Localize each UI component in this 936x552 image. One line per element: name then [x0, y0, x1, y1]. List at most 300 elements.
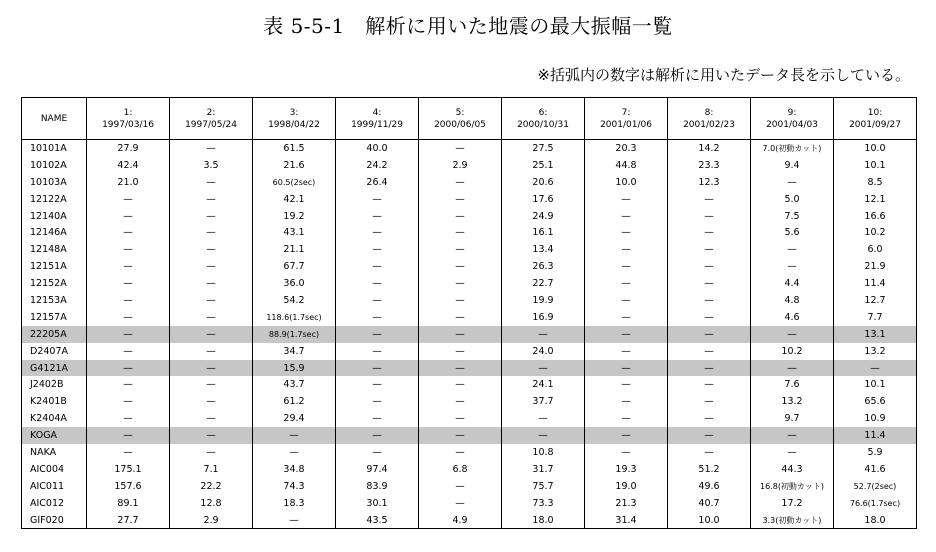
event-number: 2: [206, 107, 216, 118]
amplitude-cell: 26.4 [336, 174, 419, 191]
amplitude-cell: 14.2 [668, 140, 751, 157]
amplitude-cell: — [668, 376, 751, 393]
station-name: AIC012 [22, 495, 87, 512]
amplitude-cell: 49.6 [668, 478, 751, 495]
amplitude-cell: 24.9 [502, 208, 585, 225]
amplitude-cell: — [668, 410, 751, 427]
amplitude-cell: — [87, 208, 170, 225]
amplitude-cell: — [751, 427, 834, 444]
amplitude-cell: — [751, 174, 834, 191]
amplitude-cell: 19.2 [253, 208, 336, 225]
station-name: 12152A [22, 275, 87, 292]
amplitude-cell: — [87, 410, 170, 427]
station-name: AIC004 [22, 461, 87, 478]
amplitude-cell: 17.6 [502, 191, 585, 208]
amplitude-cell: — [336, 292, 419, 309]
amplitude-cell: 18.0 [502, 512, 585, 529]
amplitude-cell: — [170, 224, 253, 241]
event-date: 1999/11/29 [351, 119, 403, 130]
column-header-event-1 [87, 98, 170, 140]
amplitude-cell: 10.1 [834, 157, 917, 174]
amplitude-cell: 10.0 [668, 512, 751, 529]
column-header-name: NAME [22, 98, 87, 140]
amplitude-cell: — [585, 191, 668, 208]
station-name: G4121A [22, 360, 87, 377]
column-header-event-3 [253, 98, 336, 140]
amplitude-cell: — [585, 309, 668, 326]
amplitude-cell: — [170, 191, 253, 208]
amplitude-cell: — [668, 393, 751, 410]
amplitude-cell: — [419, 258, 502, 275]
amplitude-cell: — [336, 376, 419, 393]
footnote: ※括弧内の数字は解析に用いたデータ長を示している。 [537, 66, 910, 84]
amplitude-table [21, 97, 917, 529]
amplitude-cell: 76.6(1.7sec) [834, 495, 917, 512]
amplitude-cell: 12.7 [834, 292, 917, 309]
event-number: 1: [123, 107, 133, 118]
amplitude-cell: 36.0 [253, 275, 336, 292]
amplitude-cell: — [419, 376, 502, 393]
amplitude-cell: — [170, 360, 253, 377]
station-name: D2407A [22, 343, 87, 360]
amplitude-cell: 3.3(初動カット) [751, 512, 834, 529]
amplitude-cell: 8.5 [834, 174, 917, 191]
amplitude-cell: 61.5 [253, 140, 336, 157]
amplitude-cell: 61.2 [253, 393, 336, 410]
amplitude-cell: 7.5 [751, 208, 834, 225]
station-name: 12122A [22, 191, 87, 208]
amplitude-cell: — [834, 360, 917, 377]
amplitude-cell: — [585, 393, 668, 410]
amplitude-cell: — [668, 224, 751, 241]
table-row [22, 326, 917, 343]
station-name: 12148A [22, 241, 87, 258]
column-header-event-8 [668, 98, 751, 140]
amplitude-cell: — [419, 224, 502, 241]
amplitude-cell: — [170, 241, 253, 258]
amplitude-cell: 20.3 [585, 140, 668, 157]
amplitude-cell: 4.4 [751, 275, 834, 292]
amplitude-cell: — [336, 343, 419, 360]
amplitude-cell: 44.3 [751, 461, 834, 478]
amplitude-cell: 31.4 [585, 512, 668, 529]
amplitude-cell: 67.7 [253, 258, 336, 275]
event-date: 2001/01/06 [600, 119, 652, 130]
amplitude-cell: — [419, 360, 502, 377]
column-header-event-4 [336, 98, 419, 140]
amplitude-cell: 23.3 [668, 157, 751, 174]
amplitude-cell: — [170, 444, 253, 461]
amplitude-cell: 13.2 [834, 343, 917, 360]
table-row [22, 292, 917, 309]
amplitude-cell: — [336, 360, 419, 377]
event-number: 10: [867, 107, 883, 118]
amplitude-cell: — [87, 224, 170, 241]
amplitude-cell: 7.7 [834, 309, 917, 326]
amplitude-cell: — [336, 309, 419, 326]
amplitude-cell: 15.9 [253, 360, 336, 377]
station-name: KOGA [22, 427, 87, 444]
amplitude-cell: 13.4 [502, 241, 585, 258]
amplitude-cell: 10.1 [834, 376, 917, 393]
column-header-event-5 [419, 98, 502, 140]
amplitude-cell: — [87, 292, 170, 309]
amplitude-cell: 10.0 [834, 140, 917, 157]
column-header-event-10 [834, 98, 917, 140]
amplitude-cell: — [668, 427, 751, 444]
table-row [22, 174, 917, 191]
amplitude-cell: — [419, 140, 502, 157]
amplitude-cell: 5.6 [751, 224, 834, 241]
amplitude-cell: — [170, 427, 253, 444]
amplitude-cell: 16.9 [502, 309, 585, 326]
amplitude-cell: — [751, 326, 834, 343]
amplitude-cell: — [336, 208, 419, 225]
amplitude-cell: — [419, 309, 502, 326]
amplitude-cell: — [170, 393, 253, 410]
amplitude-cell: 10.2 [834, 224, 917, 241]
amplitude-cell: — [87, 191, 170, 208]
amplitude-cell: 60.5(2sec) [253, 174, 336, 191]
amplitude-cell: 30.1 [336, 495, 419, 512]
amplitude-cell: — [87, 343, 170, 360]
amplitude-cell: — [419, 478, 502, 495]
amplitude-cell: 5.9 [834, 444, 917, 461]
table-row [22, 444, 917, 461]
amplitude-cell: — [336, 191, 419, 208]
amplitude-cell: — [170, 140, 253, 157]
amplitude-cell: 27.7 [87, 512, 170, 529]
amplitude-cell: — [170, 292, 253, 309]
amplitude-cell: — [668, 343, 751, 360]
amplitude-cell: — [668, 275, 751, 292]
event-date: 1997/03/16 [102, 119, 154, 130]
station-name: 12151A [22, 258, 87, 275]
station-name: GIF020 [22, 512, 87, 529]
column-header-event-2 [170, 98, 253, 140]
header-row [22, 98, 917, 140]
amplitude-cell: 4.9 [419, 512, 502, 529]
event-date: 2001/02/23 [683, 119, 735, 130]
event-number: 5: [455, 107, 465, 118]
station-name: 10101A [22, 140, 87, 157]
station-name: 12157A [22, 309, 87, 326]
amplitude-cell: — [419, 495, 502, 512]
event-number: 8: [704, 107, 714, 118]
amplitude-cell: — [87, 275, 170, 292]
amplitude-cell: — [502, 360, 585, 377]
event-date: 1997/05/24 [185, 119, 237, 130]
amplitude-cell: 21.0 [87, 174, 170, 191]
station-name: 22205A [22, 326, 87, 343]
amplitude-cell: — [668, 258, 751, 275]
table-row [22, 478, 917, 495]
table-row [22, 376, 917, 393]
amplitude-cell: 18.0 [834, 512, 917, 529]
column-header-event-9 [751, 98, 834, 140]
table-row [22, 427, 917, 444]
station-name: AIC011 [22, 478, 87, 495]
table-row [22, 241, 917, 258]
amplitude-cell: 40.7 [668, 495, 751, 512]
amplitude-cell: — [419, 343, 502, 360]
amplitude-cell: — [751, 258, 834, 275]
amplitude-cell: — [668, 444, 751, 461]
station-name: J2402B [22, 376, 87, 393]
amplitude-cell: — [253, 444, 336, 461]
amplitude-cell: 19.0 [585, 478, 668, 495]
amplitude-cell: — [419, 427, 502, 444]
amplitude-cell: — [253, 427, 336, 444]
amplitude-cell: — [585, 208, 668, 225]
table-row [22, 140, 917, 157]
table-row [22, 512, 917, 529]
station-name: 12153A [22, 292, 87, 309]
station-name: 12140A [22, 208, 87, 225]
amplitude-cell: 29.4 [253, 410, 336, 427]
amplitude-cell: 9.7 [751, 410, 834, 427]
amplitude-cell: — [419, 444, 502, 461]
amplitude-cell: 7.0(初動カット) [751, 140, 834, 157]
amplitude-cell: 42.1 [253, 191, 336, 208]
amplitude-cell: 74.3 [253, 478, 336, 495]
amplitude-cell: 11.4 [834, 427, 917, 444]
amplitude-cell: 10.8 [502, 444, 585, 461]
amplitude-cell: 5.0 [751, 191, 834, 208]
amplitude-cell: — [170, 275, 253, 292]
amplitude-cell: 54.2 [253, 292, 336, 309]
amplitude-cell: — [668, 326, 751, 343]
amplitude-cell: 21.9 [834, 258, 917, 275]
amplitude-cell: 9.4 [751, 157, 834, 174]
amplitude-cell: — [585, 241, 668, 258]
amplitude-cell: 11.4 [834, 275, 917, 292]
station-name: 12146A [22, 224, 87, 241]
amplitude-cell: 7.1 [170, 461, 253, 478]
amplitude-cell: 83.9 [336, 478, 419, 495]
amplitude-cell: 88.9(1.7sec) [253, 326, 336, 343]
station-name: NAKA [22, 444, 87, 461]
amplitude-cell: 26.3 [502, 258, 585, 275]
amplitude-cell: — [87, 241, 170, 258]
amplitude-cell: 10.0 [585, 174, 668, 191]
event-number: 9: [787, 107, 797, 118]
amplitude-cell: 21.6 [253, 157, 336, 174]
event-date: 2000/06/05 [434, 119, 486, 130]
amplitude-cell: 19.3 [585, 461, 668, 478]
amplitude-cell: 75.7 [502, 478, 585, 495]
table-row [22, 393, 917, 410]
amplitude-cell: — [585, 275, 668, 292]
amplitude-cell: — [585, 444, 668, 461]
amplitude-cell: — [668, 309, 751, 326]
amplitude-cell: — [419, 275, 502, 292]
table-row [22, 191, 917, 208]
amplitude-cell: — [87, 360, 170, 377]
amplitude-cell: — [502, 410, 585, 427]
amplitude-cell: 37.7 [502, 393, 585, 410]
amplitude-cell: — [585, 224, 668, 241]
column-header-event-6 [502, 98, 585, 140]
table-title: 表 5-5-1 解析に用いた地震の最大振幅一覧 [263, 14, 673, 38]
table-row [22, 495, 917, 512]
table-row [22, 224, 917, 241]
amplitude-cell: 89.1 [87, 495, 170, 512]
amplitude-cell: — [502, 427, 585, 444]
amplitude-cell: — [336, 275, 419, 292]
amplitude-cell: — [170, 309, 253, 326]
amplitude-cell: — [751, 444, 834, 461]
amplitude-cell: — [336, 258, 419, 275]
amplitude-cell: — [585, 376, 668, 393]
amplitude-cell: — [419, 174, 502, 191]
amplitude-cell: 97.4 [336, 461, 419, 478]
amplitude-cell: 12.1 [834, 191, 917, 208]
amplitude-cell: — [336, 241, 419, 258]
amplitude-cell: — [585, 427, 668, 444]
amplitude-cell: — [87, 393, 170, 410]
station-name: K2404A [22, 410, 87, 427]
amplitude-cell: 12.3 [668, 174, 751, 191]
amplitude-cell: 16.1 [502, 224, 585, 241]
amplitude-cell: 24.0 [502, 343, 585, 360]
amplitude-cell: 21.1 [253, 241, 336, 258]
amplitude-cell: 42.4 [87, 157, 170, 174]
amplitude-cell: 17.2 [751, 495, 834, 512]
amplitude-cell: 34.7 [253, 343, 336, 360]
amplitude-cell: — [87, 427, 170, 444]
amplitude-cell: 2.9 [419, 157, 502, 174]
amplitude-cell: 40.0 [336, 140, 419, 157]
amplitude-cell: — [419, 191, 502, 208]
amplitude-cell: 43.1 [253, 224, 336, 241]
amplitude-cell: — [336, 326, 419, 343]
amplitude-cell: 10.2 [751, 343, 834, 360]
amplitude-cell: 43.7 [253, 376, 336, 393]
amplitude-cell: — [585, 258, 668, 275]
amplitude-cell: 16.6 [834, 208, 917, 225]
amplitude-cell: — [419, 208, 502, 225]
amplitude-cell: 6.8 [419, 461, 502, 478]
amplitude-cell: — [336, 410, 419, 427]
amplitude-cell: — [170, 376, 253, 393]
amplitude-cell: — [419, 410, 502, 427]
amplitude-cell: — [668, 208, 751, 225]
amplitude-cell: — [585, 410, 668, 427]
amplitude-cell: — [87, 444, 170, 461]
amplitude-cell: — [87, 376, 170, 393]
amplitude-cell: — [253, 512, 336, 529]
amplitude-cell: 34.8 [253, 461, 336, 478]
amplitude-cell: 2.9 [170, 512, 253, 529]
amplitude-cell: 4.8 [751, 292, 834, 309]
event-date: 2001/09/27 [849, 119, 901, 130]
amplitude-cell: — [170, 326, 253, 343]
amplitude-cell: 51.2 [668, 461, 751, 478]
table-row [22, 410, 917, 427]
amplitude-cell: 27.9 [87, 140, 170, 157]
amplitude-cell: 13.1 [834, 326, 917, 343]
amplitude-cell: 22.2 [170, 478, 253, 495]
table-row [22, 208, 917, 225]
amplitude-cell: 25.1 [502, 157, 585, 174]
amplitude-cell: 6.0 [834, 241, 917, 258]
amplitude-cell: — [419, 326, 502, 343]
event-number: 7: [621, 107, 631, 118]
amplitude-cell: — [585, 326, 668, 343]
table-row [22, 258, 917, 275]
amplitude-cell: — [668, 191, 751, 208]
table-row [22, 343, 917, 360]
amplitude-cell: 22.7 [502, 275, 585, 292]
amplitude-cell: 73.3 [502, 495, 585, 512]
amplitude-cell: — [668, 292, 751, 309]
amplitude-cell: — [87, 258, 170, 275]
amplitude-cell: 41.6 [834, 461, 917, 478]
station-name: K2401B [22, 393, 87, 410]
station-name: 10103A [22, 174, 87, 191]
amplitude-cell: — [419, 292, 502, 309]
event-number: 6: [538, 107, 548, 118]
event-number: 4: [372, 107, 382, 118]
amplitude-cell: 20.6 [502, 174, 585, 191]
amplitude-cell: 31.7 [502, 461, 585, 478]
amplitude-cell: 12.8 [170, 495, 253, 512]
amplitude-cell: 24.2 [336, 157, 419, 174]
amplitude-cell: 3.5 [170, 157, 253, 174]
amplitude-cell: 27.5 [502, 140, 585, 157]
event-date: 2000/10/31 [517, 119, 569, 130]
amplitude-cell: 118.6(1.7sec) [253, 309, 336, 326]
event-number: 3: [289, 107, 299, 118]
amplitude-cell: 18.3 [253, 495, 336, 512]
amplitude-cell: 65.6 [834, 393, 917, 410]
amplitude-cell: 4.6 [751, 309, 834, 326]
amplitude-cell: — [336, 444, 419, 461]
amplitude-cell: 16.8(初動カット) [751, 478, 834, 495]
amplitude-cell: — [419, 393, 502, 410]
station-name: 10102A [22, 157, 87, 174]
amplitude-cell: — [585, 360, 668, 377]
amplitude-cell: 43.5 [336, 512, 419, 529]
table-row [22, 360, 917, 377]
amplitude-cell: — [170, 258, 253, 275]
amplitude-cell: 24.1 [502, 376, 585, 393]
amplitude-cell: — [668, 241, 751, 258]
amplitude-cell: — [502, 326, 585, 343]
amplitude-cell: — [751, 241, 834, 258]
amplitude-cell: — [668, 360, 751, 377]
event-date: 2001/04/03 [766, 119, 818, 130]
amplitude-cell: 175.1 [87, 461, 170, 478]
amplitude-cell: 19.9 [502, 292, 585, 309]
amplitude-cell: 10.9 [834, 410, 917, 427]
column-header-event-7 [585, 98, 668, 140]
amplitude-cell: — [751, 360, 834, 377]
amplitude-cell: 44.8 [585, 157, 668, 174]
amplitude-cell: 7.6 [751, 376, 834, 393]
table-row [22, 309, 917, 326]
amplitude-cell: — [419, 241, 502, 258]
amplitude-cell: — [87, 309, 170, 326]
amplitude-cell: — [170, 208, 253, 225]
event-date: 1998/04/22 [268, 119, 320, 130]
table-row [22, 275, 917, 292]
amplitude-cell: — [336, 224, 419, 241]
amplitude-cell: — [87, 326, 170, 343]
amplitude-cell: — [170, 410, 253, 427]
amplitude-cell: 21.3 [585, 495, 668, 512]
